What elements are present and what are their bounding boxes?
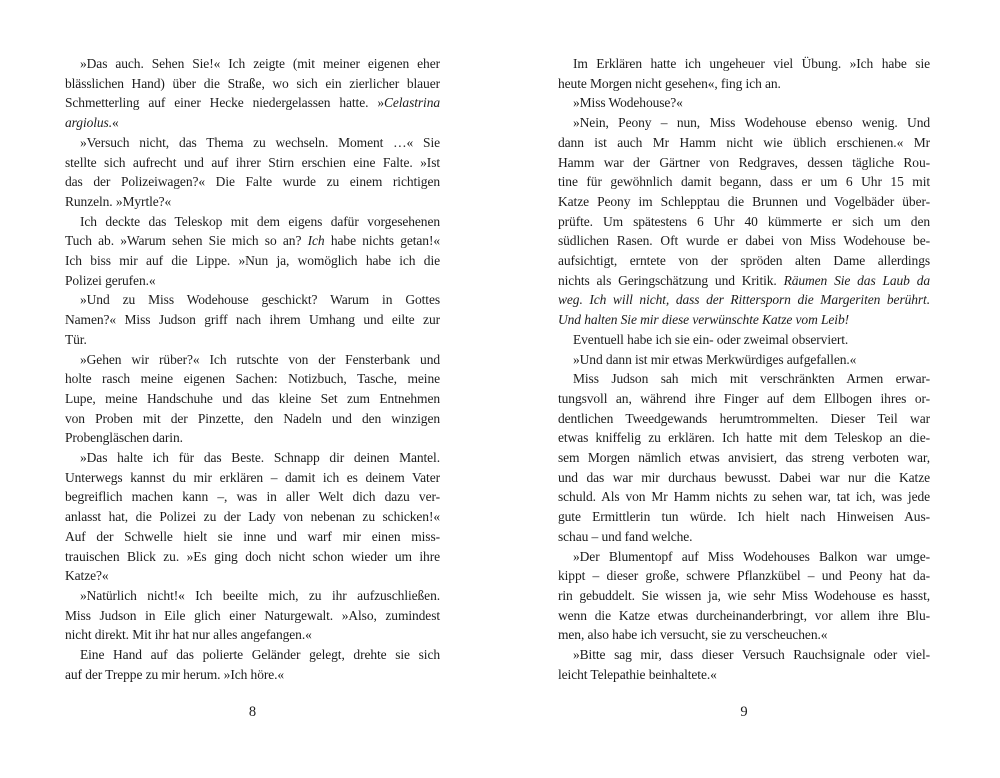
text-line — [65, 113, 440, 133]
body-text: Miss Judson sah mich mit verschränkten Armen erwar- — [573, 371, 930, 387]
text-line — [558, 172, 930, 192]
body-text: prüfte. Um spätestens 6 Uhr 40 kümmerte er sich um den — [558, 213, 930, 229]
text-line — [65, 350, 440, 370]
text-line — [558, 606, 930, 626]
text-line — [65, 133, 440, 153]
body-text: aufsichtigt, erntete von der spröden alten Dame allerdings — [558, 253, 930, 269]
body-text: »Und dann ist mir etwas Merkwürdiges aufgefallen.« — [573, 351, 857, 367]
text-line — [65, 566, 440, 586]
text-line — [558, 290, 930, 310]
paragraph — [558, 350, 930, 370]
body-text: südlichen Rasen. Oft wurde er dabei von Miss Wodehouse be- — [558, 233, 930, 249]
body-text: Ich biss mir auf die Lippe. »Nun ja, womöglich habe ich die — [65, 253, 440, 269]
italic-text: Räumen Sie das Laub da — [783, 272, 931, 288]
text-line — [558, 310, 930, 330]
text-line — [65, 74, 440, 94]
body-text: dentlichen Tweedgewands herumtrommelten. Dieser Teil war — [558, 410, 930, 426]
text-line — [558, 507, 930, 527]
text-line — [558, 665, 930, 685]
text-line — [558, 527, 930, 547]
body-text: das der Polizeiwagen?« Die Falte wurde zu einem richtigen — [65, 174, 440, 190]
text-line — [65, 172, 440, 192]
text-line — [65, 310, 440, 330]
body-text: »Versuch nicht, das Thema zu wechseln. Moment …« Sie — [80, 134, 440, 150]
body-text: men, also habe ich versucht, sie zu verscheuchen.« — [558, 627, 828, 643]
text-line — [558, 74, 930, 94]
text-line — [558, 113, 930, 133]
text-line — [558, 586, 930, 606]
body-text: trauischen Blick zu. »Es ging doch nicht schon wieder um ihre — [65, 548, 440, 564]
body-text: auf der Treppe zu mir herum. »Ich höre.« — [65, 666, 285, 682]
body-text: Katze?« — [65, 568, 109, 584]
text-line — [65, 468, 440, 488]
body-text: Hamm war der Gärtner von Redgraves, dessen tägliche Rou- — [558, 154, 930, 170]
text-line — [65, 428, 440, 448]
body-text: Ich deckte das Teleskop mit dem eigens dafür vorgesehenen — [80, 213, 440, 229]
text-line — [65, 448, 440, 468]
text-line — [558, 468, 930, 488]
body-text: Unterwegs kannst du mir erklären – damit ich es deinem Vater — [65, 469, 440, 485]
italic-text: weg. Ich will nicht, dass der Rittersporn die Margeriten berührt. — [558, 292, 930, 308]
text-line — [65, 330, 440, 350]
paragraph — [65, 350, 440, 449]
body-text: »Das auch. Sehen Sie!« Ich zeigte (mit meiner eigenen eher — [80, 56, 440, 71]
paragraph — [558, 369, 930, 546]
body-text: »Miss Wodehouse?« — [573, 95, 683, 111]
body-text: Miss Judson in Eile glich einer Naturgewalt. »Also, zumindest — [65, 607, 440, 623]
italic-text: Ich — [307, 233, 325, 249]
paragraph — [65, 645, 440, 684]
body-text: Namen?« Miss Judson griff nach ihrem Umhang und eilte zur — [65, 312, 440, 328]
text-line — [65, 231, 440, 251]
text-line — [558, 54, 930, 74]
text-line — [65, 212, 440, 232]
text-line — [65, 389, 440, 409]
text-line — [65, 290, 440, 310]
body-text: Lupe, meine Handschuhe und das kleine Set zum Entnehmen — [65, 390, 440, 406]
body-text: sem Morgen nämlich etwas anvisiert, das streng verboten war, — [558, 450, 930, 466]
text-line — [558, 487, 930, 507]
text-line — [65, 645, 440, 665]
body-text: nicht direkt. Mit ihr hat nur alles angefangen.« — [65, 627, 312, 643]
paragraph — [558, 93, 930, 113]
body-text: kippt – dieser große, schwere Pflanzkübel – und Peony hat da- — [558, 568, 930, 584]
text-line — [65, 54, 440, 74]
text-line — [558, 212, 930, 232]
body-text: holte rasch meine eigenen Sachen: Notizbuch, Tasche, meine — [65, 371, 440, 387]
body-text: Katze Peony im Schlepptau die Brunnen und Vogelbäder über- — [558, 193, 930, 209]
text-line — [558, 271, 930, 291]
left-page-text — [65, 54, 440, 685]
body-text: begreiflich machen kann –, was in aller Welt dich dazu ver- — [65, 489, 440, 505]
body-text: habe nichts getan!« — [324, 233, 440, 249]
body-text: heute Morgen nicht gesehen«, fing ich an. — [558, 75, 781, 91]
text-line — [65, 625, 440, 645]
body-text: Eine Hand auf das polierte Geländer gelegt, drehte sie sich — [80, 647, 440, 663]
body-text: und das war mir durchaus bewusst. Dabei war nur die Katze — [558, 469, 930, 485]
body-text: anlasst hat, die Polizei zu der Lady von nebenan zu schicken!« — [65, 509, 440, 525]
body-text: blässlichen Hand) über die Straße, wo sich ein zierlicher blauer — [65, 75, 440, 91]
body-text: tungsvoll an, während ihre Finger auf dem Ellbogen ihres or- — [558, 390, 930, 406]
paragraph — [65, 54, 440, 133]
text-line — [65, 487, 440, 507]
text-line — [65, 586, 440, 606]
text-line — [558, 645, 930, 665]
body-text: schau – und fand welche. — [558, 528, 693, 544]
italic-text: argiolus. — [65, 115, 112, 131]
body-text: rin gebuddelt. Sie wissen ja, wie sehr Miss Wodehouse es hasst, — [558, 587, 930, 603]
text-line — [65, 192, 440, 212]
body-text: Im Erklären hatte ich ungeheuer viel Übung. »Ich habe sie — [573, 56, 930, 71]
text-line — [65, 606, 440, 626]
text-line — [558, 350, 930, 370]
body-text: »Nein, Peony – nun, Miss Wodehouse ebenso wenig. Und — [573, 115, 930, 131]
text-line — [65, 369, 440, 389]
body-text: wenn die Katze etwas durcheinanderbringt, vor allem ihre Blu- — [558, 607, 930, 623]
body-text: »Und zu Miss Wodehouse geschickt? Warum in Gottes — [80, 292, 440, 308]
paragraph — [65, 133, 440, 212]
text-line — [558, 153, 930, 173]
page-number-right: 9 — [740, 704, 748, 720]
body-text: tine für gewöhnlich damit begann, dass er um 6 Uhr 15 mit — [558, 174, 930, 190]
body-text: schuld. Als von Mr Hamm nichts zu sehen war, tat ich, was jede — [558, 489, 930, 505]
text-line — [65, 527, 440, 547]
text-line — [558, 369, 930, 389]
text-line — [558, 428, 930, 448]
text-line — [558, 547, 930, 567]
body-text: von Proben mit der Pinzette, den Nadeln und den winzigen — [65, 410, 440, 426]
body-text: dann ist auch Mr Hamm nicht wie üblich erschienen.« Mr — [558, 134, 930, 150]
italic-text: Celastrina — [383, 95, 440, 111]
page-number-left: 8 — [248, 704, 257, 720]
paragraph — [65, 448, 440, 586]
text-line — [65, 153, 440, 173]
text-line — [558, 133, 930, 153]
body-text: Auf der Schwelle hielt sie inne und warf mir einen miss- — [65, 528, 440, 544]
body-text: Runzeln. »Myrtle?« — [65, 193, 172, 209]
paragraph — [65, 212, 440, 291]
text-line — [65, 507, 440, 527]
italic-text: Und halten Sie mir diese verwünschte Katze vom Leib! — [558, 312, 849, 328]
text-line — [558, 192, 930, 212]
body-text: Eventuell habe ich sie ein- oder zweimal observiert. — [573, 331, 849, 347]
body-text: stellte sich aufrecht und auf ihrer Stirn erschien eine Falte. »Ist — [65, 154, 440, 170]
body-text: etwas kniffelig zu erklären. Ich hatte mit dem Teleskop an die- — [558, 430, 930, 446]
text-line — [65, 665, 440, 685]
text-line — [558, 625, 930, 645]
text-line — [558, 231, 930, 251]
body-text: leicht Telepathie beinhaltete.« — [558, 666, 717, 682]
body-text: Probengläschen darin. — [65, 430, 183, 446]
body-text: « — [111, 115, 119, 131]
paragraph — [558, 113, 930, 330]
body-text: Tür. — [65, 331, 87, 347]
paragraph — [558, 330, 930, 350]
body-text: »Natürlich nicht!« Ich beeilte mich, zu ihr aufzuschließen. — [80, 587, 440, 603]
text-line — [558, 566, 930, 586]
body-text: Polizei gerufen.« — [65, 272, 156, 288]
text-line — [558, 251, 930, 271]
paragraph — [65, 586, 440, 645]
text-line — [65, 547, 440, 567]
text-line — [65, 409, 440, 429]
paragraph — [558, 547, 930, 646]
text-line — [558, 93, 930, 113]
body-text: »Gehen wir rüber?« Ich rutschte von der Fensterbank und — [80, 351, 440, 367]
text-line — [558, 409, 930, 429]
text-line — [558, 330, 930, 350]
body-text: gute Ermittlerin tun würde. Ich hielt nach Hinweisen Aus- — [558, 509, 930, 525]
text-line — [558, 389, 930, 409]
paragraph — [65, 290, 440, 349]
body-text: nichts als Geringschätzung und Kritik. — [558, 272, 784, 288]
body-text: Schmetterling auf einer Hecke niedergelassen hatte. » — [65, 95, 384, 111]
text-line — [558, 448, 930, 468]
text-line — [65, 93, 440, 113]
right-page-text — [558, 54, 930, 685]
paragraph — [558, 645, 930, 684]
body-text: »Bitte sag mir, dass dieser Versuch Rauchsignale oder viel- — [573, 647, 930, 663]
body-text: »Der Blumentopf auf Miss Wodehouses Balkon war umge- — [573, 548, 930, 564]
body-text: »Das halte ich für das Beste. Schnapp dir deinen Mantel. — [80, 450, 440, 466]
body-text: Tuch ab. »Warum sehen Sie mich so an? — [65, 233, 308, 249]
paragraph — [558, 54, 930, 93]
text-line — [65, 271, 440, 291]
text-line — [65, 251, 440, 271]
